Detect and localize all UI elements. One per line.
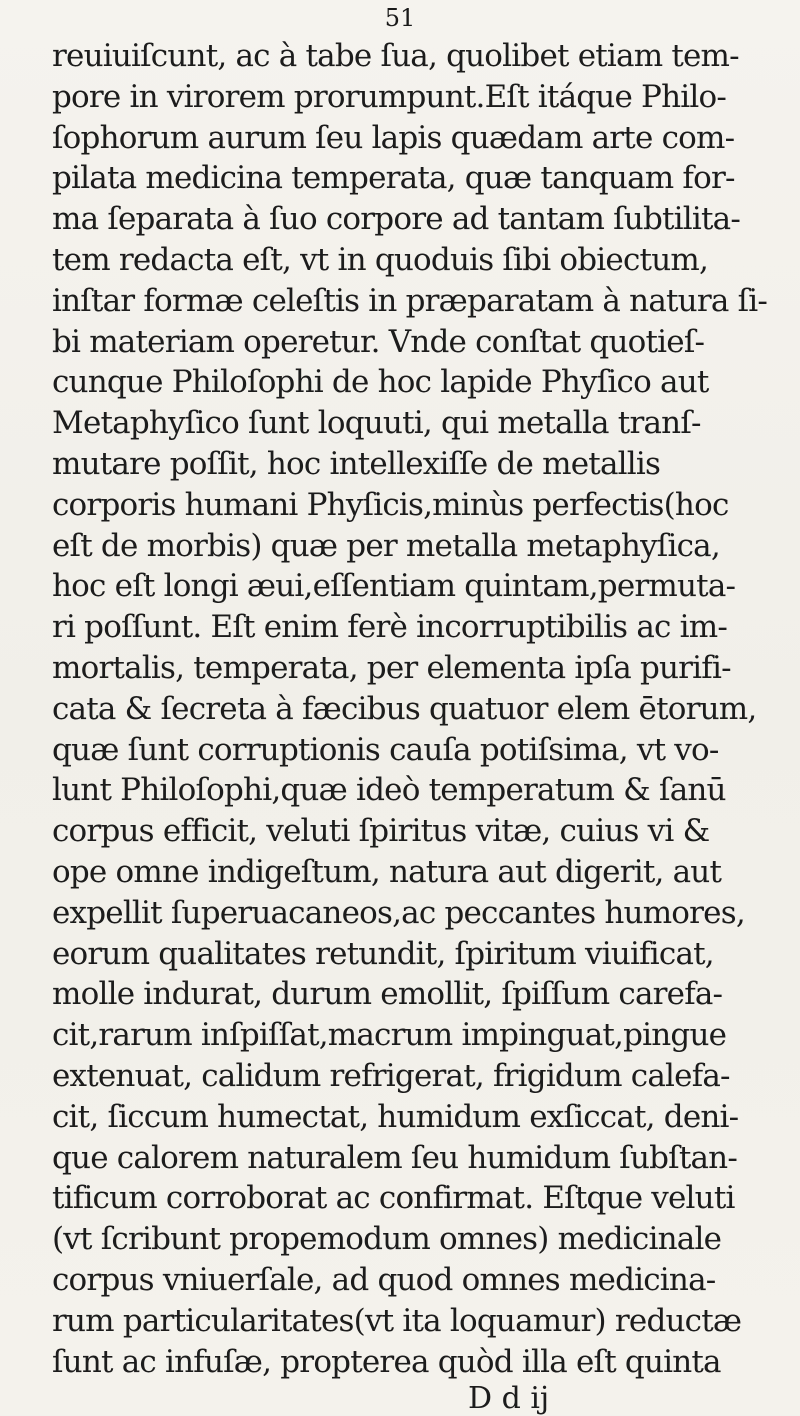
- text-line: tificum corroborat ac confirmat. Eſtque veluti: [52, 1180, 735, 1217]
- body-text: [52, 36, 780, 1382]
- text-line: cunque Philoſophi de hoc lapide Phyſico aut: [52, 364, 709, 401]
- text-line: ri poſſunt. Eſt enim ferè incorruptibilis ac im-: [52, 609, 728, 646]
- text-line: eſt de morbis) quæ per metalla metaphyſica,: [52, 527, 720, 564]
- text-line: cit, ſiccum humectat, humidum exſiccat, deni-: [52, 1098, 739, 1135]
- text-line: cit,rarum inſpiſſat,macrum impinguat,pingue: [52, 1017, 727, 1054]
- text-line: (vt ſcribunt propemodum omnes) medicinale: [52, 1221, 722, 1258]
- text-line: bi materiam operetur. Vnde conſtat quotieſ-: [52, 323, 705, 360]
- text-line: reuiuiſcunt, ac à tabe ſua, quolibet etiam tem-: [52, 38, 739, 74]
- text-line: molle indurat, durum emollit, ſpiſſum carefa-: [52, 976, 723, 1013]
- text-line: corporis humani Phyſicis,minùs perfectis(hoc: [52, 486, 729, 523]
- text-line: lunt Philoſophi,quæ ideò temperatum & ſanū: [52, 772, 726, 809]
- text-line: ſophorum aurum ſeu lapis quædam arte com-: [52, 119, 735, 156]
- text-line: pore in virorem prorumpunt.Eſt itáque Philo-: [52, 78, 727, 115]
- page-number: 51: [384, 4, 416, 32]
- text-line: cata & ſecreta à fæcibus quatuor elem ētorum,: [52, 690, 757, 727]
- text-line: ope omne indigeſtum, natura aut digerit, aut: [52, 853, 722, 890]
- text-line: extenuat, calidum refrigerat, frigidum calefa-: [52, 1057, 730, 1094]
- text-line: que calorem naturalem ſeu humidum ſubſtan-: [52, 1139, 738, 1176]
- text-line: expellit ſuperuacaneos,ac peccantes humores,: [52, 894, 745, 931]
- text-line: ſunt ac infuſæ, propterea quòd illa eſt quinta: [52, 1343, 721, 1380]
- text-line: tem redacta eſt, vt in quoduis ſibi obiectum,: [52, 241, 709, 278]
- signature-mark: D d ij: [468, 1381, 550, 1416]
- text-line: ma ſeparata à ſuo corpore ad tantam ſubtilita-: [52, 201, 741, 238]
- text-line: corpus efficit, veluti ſpiritus vitæ, cuius vi &: [52, 813, 710, 850]
- text-line: mutare poſſit, hoc intellexiſſe de metallis: [52, 445, 661, 482]
- text-line: mortalis, temperata, per elementa ipſa purifi-: [52, 649, 731, 686]
- text-line: quæ ſunt corruptionis cauſa potiſsima, vt vo-: [52, 731, 719, 768]
- text-line: rum particularitates(vt ita loquamur) reductæ: [52, 1302, 742, 1339]
- text-line: Metaphyſico ſunt loquuti, qui metalla tranſ-: [52, 405, 701, 442]
- text-line: eorum qualitates retundit, ſpiritum viuificat,: [52, 935, 714, 972]
- text-line: hoc eſt longi æui,eſſentiam quintam,permuta-: [52, 568, 736, 605]
- text-line: pilata medicina temperata, quæ tanquam for-: [52, 160, 735, 197]
- text-line: inſtar formæ celeſtis in præparatam à natura ſi-: [52, 282, 768, 319]
- text-line: corpus vniuerſale, ad quod omnes medicina-: [52, 1261, 716, 1298]
